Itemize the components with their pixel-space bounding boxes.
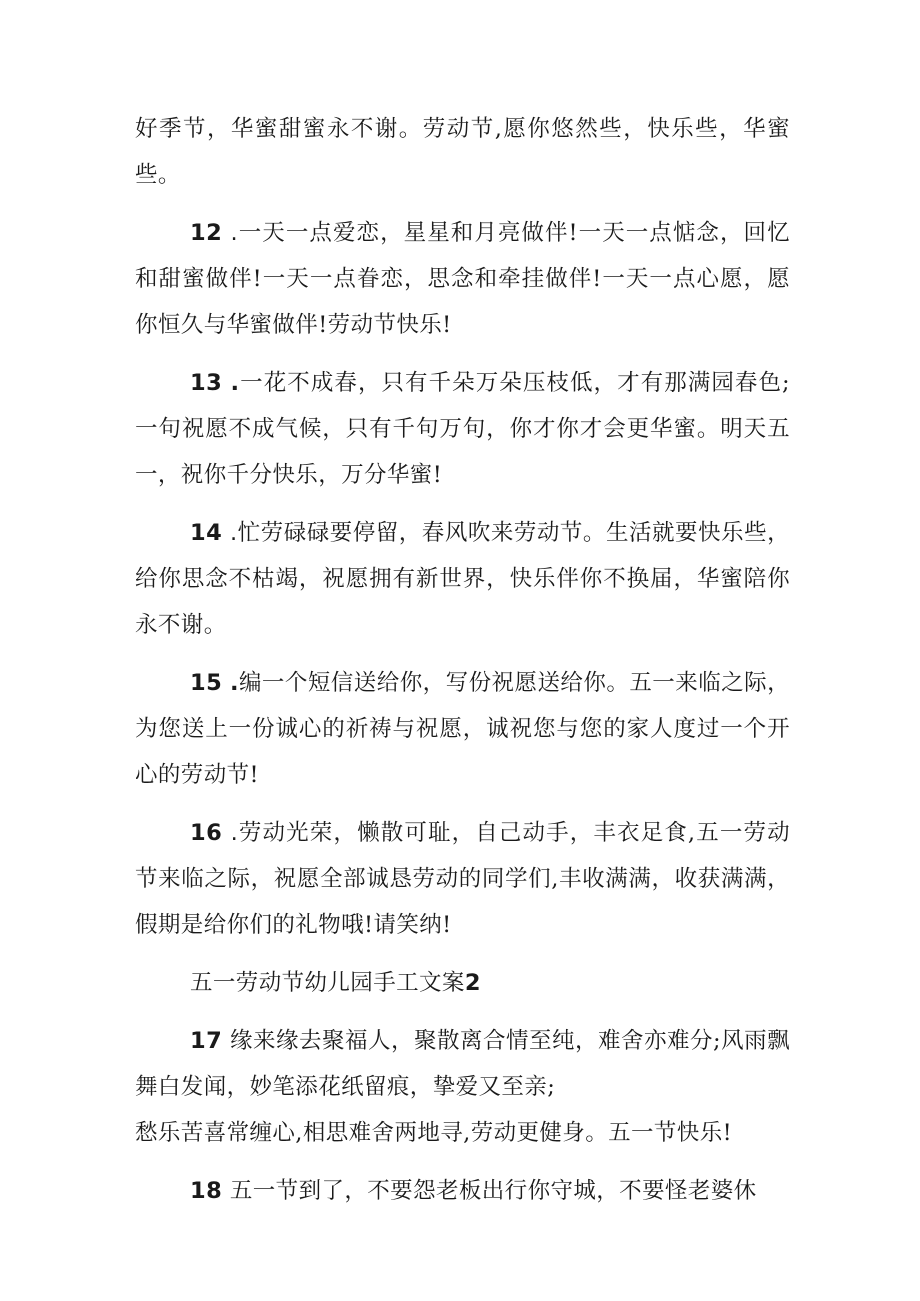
list-item (135, 660, 790, 798)
item-text: 一花不成春，只有千朵万朵压枝低，才有那满园春色;一句祝愿不成气候，只有千句万句，你才你才会更华蜜。明天五一，祝你千分快乐，万分华蜜! (135, 370, 790, 488)
item-number: 12 (190, 220, 223, 246)
item-text: 缘来缘去聚福人，聚散离合情至纯，难舍亦难分;风雨飘舞白发闻，妙笔添花纸留痕，挚爱又至亲; (135, 1028, 790, 1100)
item-number: 15 (190, 670, 223, 696)
item-separator: . (229, 520, 238, 546)
list-item (135, 810, 790, 948)
item-text: 编一个短信送给你，写份祝愿送给你。五一来临之际，为您送上一份诚心的祈祷与祝愿，诚祝您与您的家人度过一个开心的劳动节! (135, 670, 790, 788)
document-body (135, 106, 790, 1226)
item-separator: . (230, 370, 240, 396)
item-text: 忙劳碌碌要停留，春风吹来劳动节。生活就要快乐些，给你思念不枯竭，祝愿拥有新世界，快乐伴你不换届，华蜜陪你永不谢。 (135, 520, 790, 638)
item-separator: . (230, 220, 239, 246)
continuation-text: 好季节，华蜜甜蜜永不谢。劳动节,愿你悠然些，快乐些，华蜜些。 (135, 116, 790, 188)
item-number: 13 (190, 370, 223, 396)
list-item (135, 360, 790, 498)
item-text: 一天一点爱恋，星星和月亮做伴!一天一点惦念，回忆和甜蜜做伴!一天一点眷恋，思念和牵挂做伴!一天一点心愿，愿你恒久与华蜜做伴!劳动节快乐! (135, 220, 790, 338)
item-number: 16 (190, 820, 223, 846)
item-separator: . (229, 670, 239, 696)
list-item (135, 210, 790, 348)
continuation-paragraph (135, 106, 790, 198)
list-item-continuation (135, 1110, 790, 1156)
list-item (135, 1168, 790, 1214)
item-number: 14 (190, 520, 223, 546)
item-number: 18 (190, 1178, 223, 1204)
item-separator: . (230, 820, 239, 846)
list-item (135, 510, 790, 648)
section-heading (135, 960, 790, 1006)
item-continuation-text: 愁乐苦喜常缠心,相思难舍两地寻,劳动更健身。五一节快乐! (135, 1120, 733, 1146)
list-item (135, 1018, 790, 1110)
item-number: 17 (190, 1028, 223, 1054)
section-heading-text: 五一劳动节幼儿园手工文案 (190, 970, 465, 996)
item-text: 劳动光荣，懒散可耻，自己动手，丰衣足食,五一劳动节来临之际，祝愿全部诚恳劳动的同学们,丰收满满，收获满满，假期是给你们的礼物哦!请笑纳! (135, 820, 790, 938)
section-heading-number: 2 (464, 970, 481, 996)
item-text: 五一节到了，不要怨老板出行你守城，不要怪老婆休 (229, 1178, 757, 1204)
